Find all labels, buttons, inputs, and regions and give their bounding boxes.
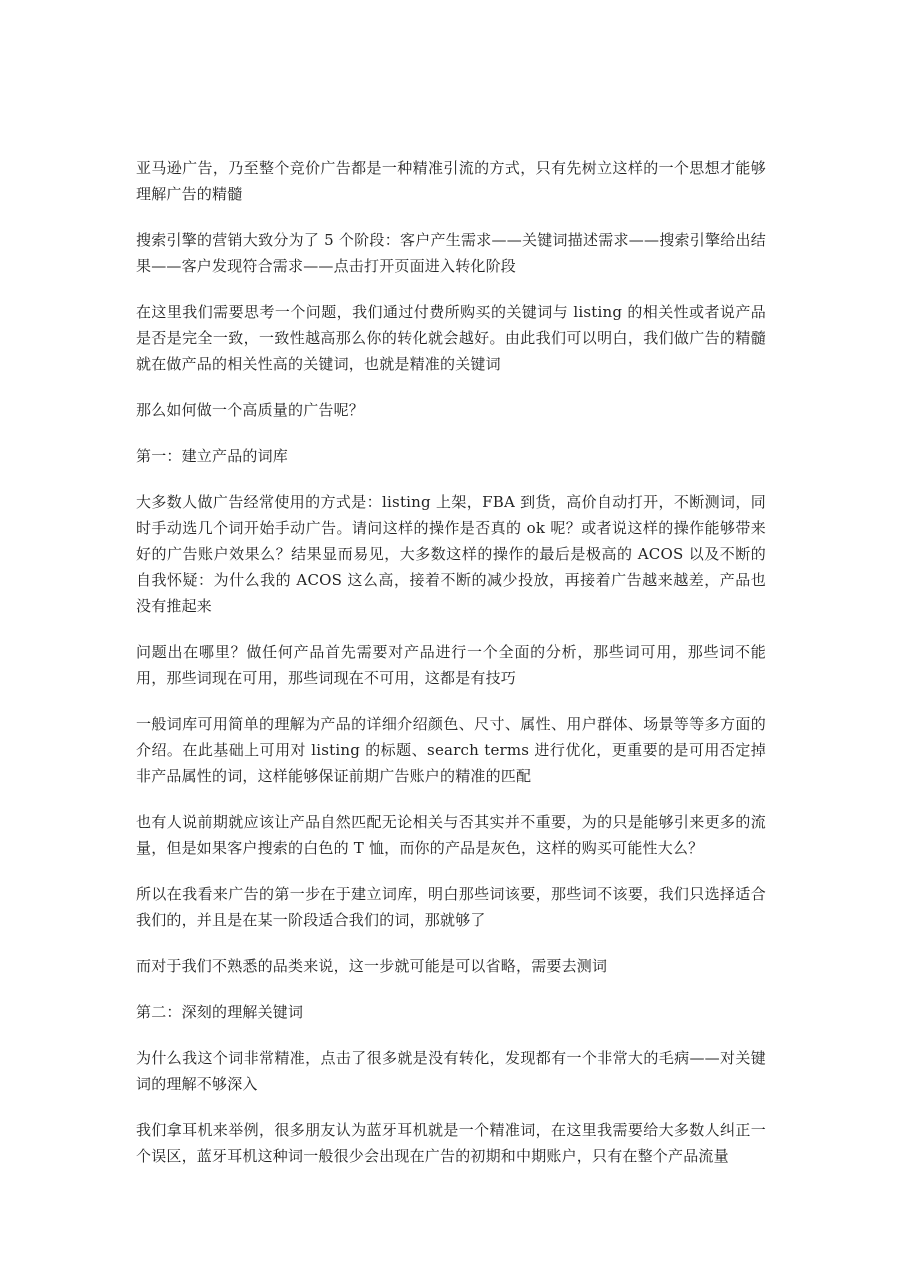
paragraph: 也有人说前期就应该让产品自然匹配无论相关与否其实并不重要，为的只是能够引来更多的流量，但是如果客户搜索的白色的 T 恤，而你的产品是灰色，这样的购买可能性大么？ (136, 813, 766, 857)
paragraph: 亚马逊广告，乃至整个竞价广告都是一种精准引流的方式，只有先树立这样的一个思想才能够理解广告的精髓 (136, 159, 766, 203)
paragraph: 大多数人做广告经常使用的方式是：listing 上架，FBA 到货，高价自动打开，不断测词，同时手动选几个词开始手动广告。请问这样的操作是否真的 ok 呢？或者说这样的操作能够带来好的广告账户效果么？结果显而易见，大多数这样的操作的最后是极高的 ACOS 以及不断的自我怀疑：为什么我的 ACOS 这么高，接着不断的减少投放，再接着广告越来越差，产品也没有推起来 (136, 493, 766, 615)
paragraph: 为什么我这个词非常精准，点击了很多就是没有转化，发现都有一个非常大的毛病——对关键词的理解不够深入 (136, 1049, 766, 1093)
paragraph: 在这里我们需要思考一个问题，我们通过付费所购买的关键词与 listing 的相关性或者说产品是否是完全一致，一致性越高那么你的转化就会越好。由此我们可以明白，我们做广告的精髓就在做产品的相关性高的关键词，也就是精准的关键词 (136, 303, 766, 373)
paragraph: 那么如何做一个高质量的广告呢？ (136, 401, 365, 419)
section-heading: 第一：建立产品的词库 (136, 447, 289, 465)
paragraph: 我们拿耳机来举例，很多朋友认为蓝牙耳机就是一个精准词，在这里我需要给大多数人纠正一个误区，蓝牙耳机这种词一般很少会出现在广告的初期和中期账户，只有在整个产品流量 (136, 1121, 766, 1165)
paragraph: 一般词库可用简单的理解为产品的详细介绍颜色、尺寸、属性、用户群体、场景等等多方面的介绍。在此基础上可用对 listing 的标题、search terms 进行优化，更重要的是可用否定掉非产品属性的词，这样能够保证前期广告账户的精准的匹配 (136, 715, 766, 785)
paragraph: 搜索引擎的营销大致分为了 5 个阶段：客户产生需求——关键词描述需求——搜索引擎给出结果——客户发现符合需求——点击打开页面进入转化阶段 (136, 231, 766, 275)
section-heading: 第二：深刻的理解关键词 (136, 1003, 304, 1021)
paragraph: 问题出在哪里？做任何产品首先需要对产品进行一个全面的分析，那些词可用，那些词不能用，那些词现在可用，那些词现在不可用，这都是有技巧 (136, 643, 766, 687)
paragraph: 而对于我们不熟悉的品类来说，这一步就可能是可以省略，需要去测词 (136, 957, 608, 975)
document-body (136, 155, 766, 1189)
paragraph: 所以在我看来广告的第一步在于建立词库，明白那些词该要，那些词不该要，我们只选择适合我们的，并且是在某一阶段适合我们的词，那就够了 (136, 885, 766, 929)
